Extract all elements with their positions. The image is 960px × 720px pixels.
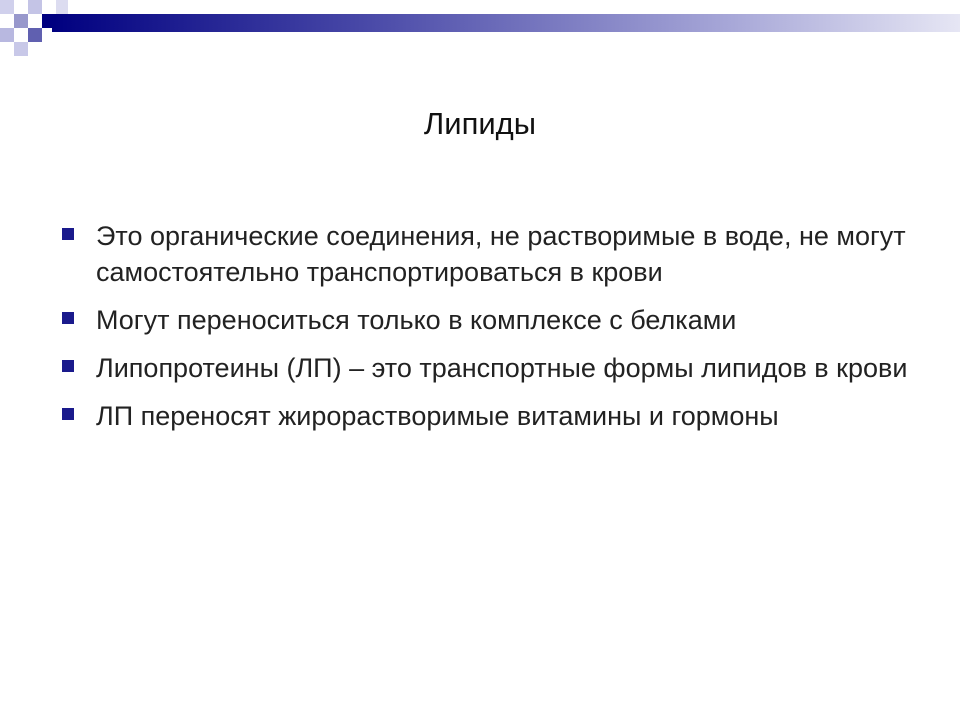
bullet-square-icon [62, 312, 74, 324]
bullet-text: ЛП переносят жирорастворимые витамины и гормоны [96, 401, 779, 431]
deco-square [0, 28, 14, 42]
bullet-square-icon [62, 228, 74, 240]
slide-title: Липиды [423, 106, 537, 141]
bullet-item [62, 302, 912, 338]
bullet-text: Это органические соединения, не растворимые в воде, не могут самостоятельно транспортироваться в крови [96, 221, 906, 287]
bullet-square-icon [62, 408, 74, 420]
bullet-item [62, 398, 912, 434]
deco-square [0, 0, 14, 14]
bullet-square-icon [62, 360, 74, 372]
deco-square [28, 28, 42, 42]
bullet-item [62, 350, 912, 386]
bullet-text: Могут переноситься только в комплексе с белками [96, 305, 737, 335]
deco-square [14, 14, 28, 28]
bullet-item [62, 218, 912, 290]
deco-square [42, 14, 56, 28]
bullet-text: Липопротеины (ЛП) – это транспортные формы липидов в крови [96, 353, 908, 383]
deco-square [56, 0, 68, 14]
deco-square [14, 42, 28, 56]
deco-square [28, 0, 42, 14]
header-decoration [0, 0, 960, 60]
bullet-list [62, 218, 912, 446]
gradient-band [52, 14, 960, 32]
